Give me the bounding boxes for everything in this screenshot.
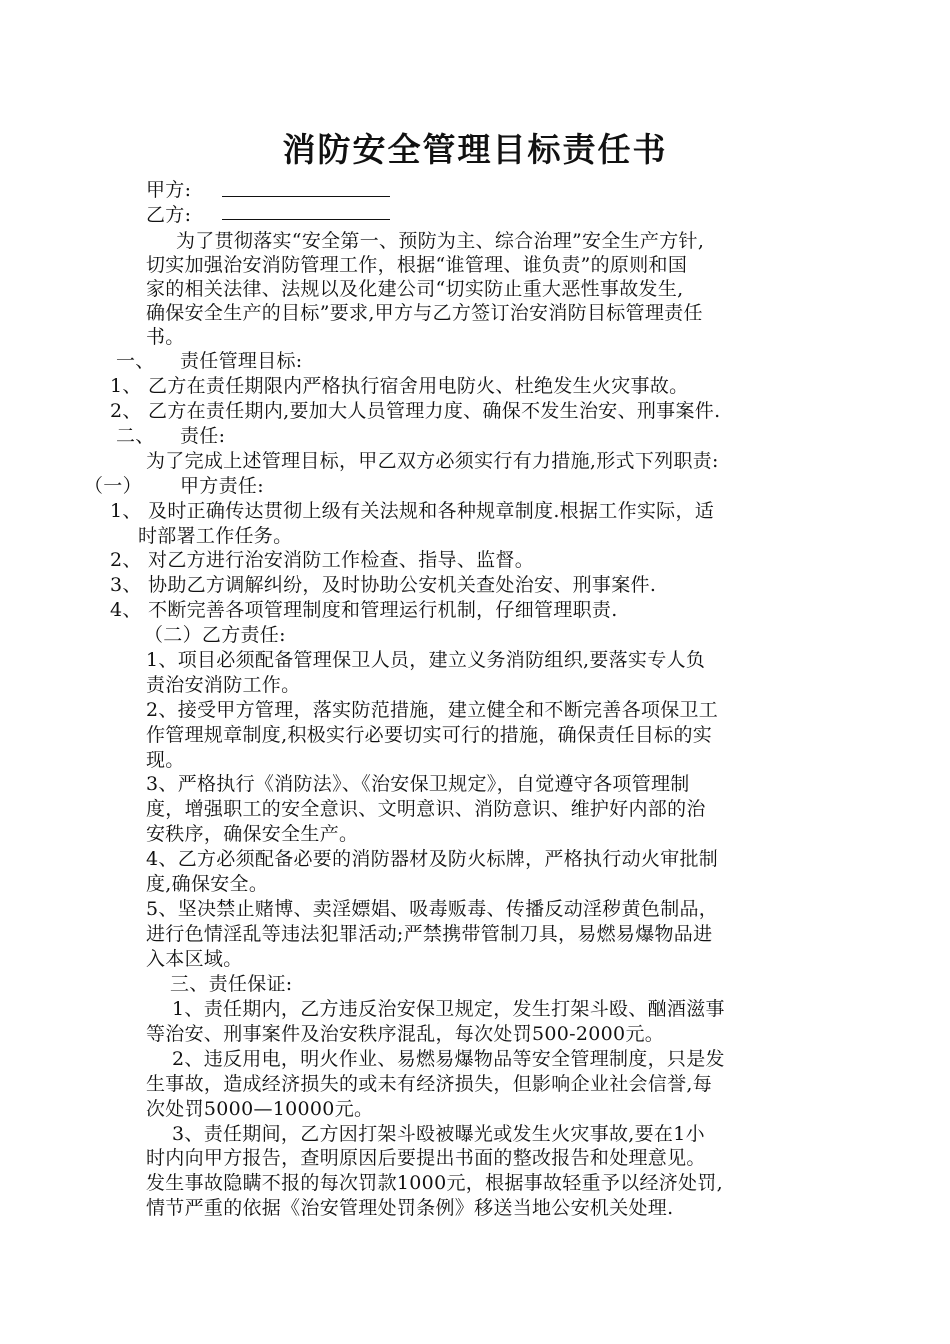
intro-line: 书。: [146, 326, 185, 348]
party-b-label: 乙方:: [146, 204, 192, 226]
party-b-duty: 度，增强职工的安全意识、文明意识、消防意识、维护好内部的治: [146, 798, 706, 820]
party-a-duty: 4、 不断完善各项管理制度和管理运行机制，仔细管理职责.: [110, 599, 618, 621]
section3-line: 情节严重的依据《治安管理处罚条例》移送当地公安机关处理.: [146, 1197, 674, 1219]
party-b-duty: 度,确保安全。: [146, 873, 269, 895]
sub-a-number: （一）: [84, 475, 142, 497]
party-b-duty: 5、坚决禁止赌博、卖淫嫖娼、吸毒贩毒、传播反动淫秽黄色制品，: [146, 898, 719, 920]
party-a-duty: 1、 及时正确传达贯彻上级有关法规和各种规章制度.根据工作实际，适: [110, 500, 715, 522]
party-b-duty: 责治安消防工作。: [146, 674, 301, 696]
party-b-blank: [222, 219, 390, 220]
party-b-duty: 现。: [146, 749, 185, 771]
document-title: 消防安全管理目标责任书: [282, 130, 668, 169]
party-b-duty: 作管理规章制度,积极实行必要切实可行的措施，确保责任目标的实: [146, 724, 713, 746]
party-a-duty: 2、 对乙方进行治安消防工作检查、指导、监督。: [110, 549, 535, 571]
section2-heading: 责任:: [180, 425, 226, 447]
party-a-duty: 3、 协助乙方调解纠纷，及时协助公安机关查处治安、刑事案件.: [110, 574, 657, 596]
section3-line: 2、违反用电，明火作业、易燃易爆物品等安全管理制度，只是发: [172, 1048, 725, 1070]
section1-heading: 责任管理目标:: [180, 350, 303, 372]
sub-b-heading: （二）乙方责任:: [144, 624, 286, 646]
section2-number: 二、: [116, 425, 155, 447]
section3-line: 时内向甲方报告，查明原因后要提出书面的整改报告和处理意见。: [146, 1147, 706, 1169]
section3-heading: 三、责任保证:: [170, 973, 293, 995]
sub-a-heading: 甲方责任:: [180, 475, 264, 497]
party-a-label: 甲方:: [146, 179, 192, 201]
section3-line: 等治安、刑事案件及治安秩序混乱，每次处罚500-2000元。: [146, 1023, 665, 1045]
party-b-duty: 4、乙方必须配备必要的消防器材及防火标牌，严格执行动火审批制: [146, 848, 719, 870]
party-a-blank: [222, 196, 390, 197]
section2-intro: 为了完成上述管理目标，甲乙双方必须实行有力措施,形式下列职责:: [146, 450, 719, 472]
intro-line: 家的相关法律、法规以及化建公司“切实防止重大恶性事故发生,: [146, 278, 684, 300]
intro-line: 为了贯彻落实“安全第一、预防为主、综合治理”安全生产方针,: [176, 230, 705, 252]
section3-line: 3、责任期间，乙方因打架斗殴被曝光或发生火灾事故,要在1小: [172, 1123, 705, 1145]
section1-item: 1、 乙方在责任期限内严格执行宿舍用电防火、杜绝发生火灾事故。: [110, 375, 689, 397]
party-b-duty: 1、项目必须配备管理保卫人员，建立义务消防组织,要落实专人负: [146, 649, 706, 671]
party-b-duty: 安秩序，确保安全生产。: [146, 823, 359, 845]
party-b-duty: 2、接受甲方管理，落实防范措施，建立健全和不断完善各项保卫工: [146, 699, 719, 721]
section1-number: 一、: [116, 350, 155, 372]
section3-line: 发生事故隐瞒不报的每次罚款1000元，根据事故轻重予以经济处罚,: [146, 1172, 723, 1194]
section1-item: 2、 乙方在责任期内,要加大人员管理力度、确保不发生治安、刑事案件.: [110, 400, 721, 422]
party-b-duty: 3、严格执行《消防法》、《治安保卫规定》，自觉遵守各项管理制: [146, 773, 690, 795]
party-b-duty: 入本区域。: [146, 948, 243, 970]
intro-line: 确保安全生产的目标”要求,甲方与乙方签订治安消防目标管理责任: [146, 302, 703, 324]
section3-line: 次处罚5000—10000元。: [146, 1098, 374, 1120]
party-b-duty: 进行色情淫乱等违法犯罪活动;严禁携带管制刀具，易燃易爆物品进: [146, 923, 713, 945]
intro-line: 切实加强治安消防管理工作，根据“谁管理、谁负责”的原则和国: [146, 254, 688, 276]
party-a-duty: 时部署工作任务。: [138, 525, 293, 547]
section3-line: 生事故，造成经济损失的或未有经济损失，但影响企业社会信誉,每: [146, 1073, 713, 1095]
section3-line: 1、责任期内，乙方违反治安保卫规定，发生打架斗殴、酗酒滋事: [172, 998, 725, 1020]
